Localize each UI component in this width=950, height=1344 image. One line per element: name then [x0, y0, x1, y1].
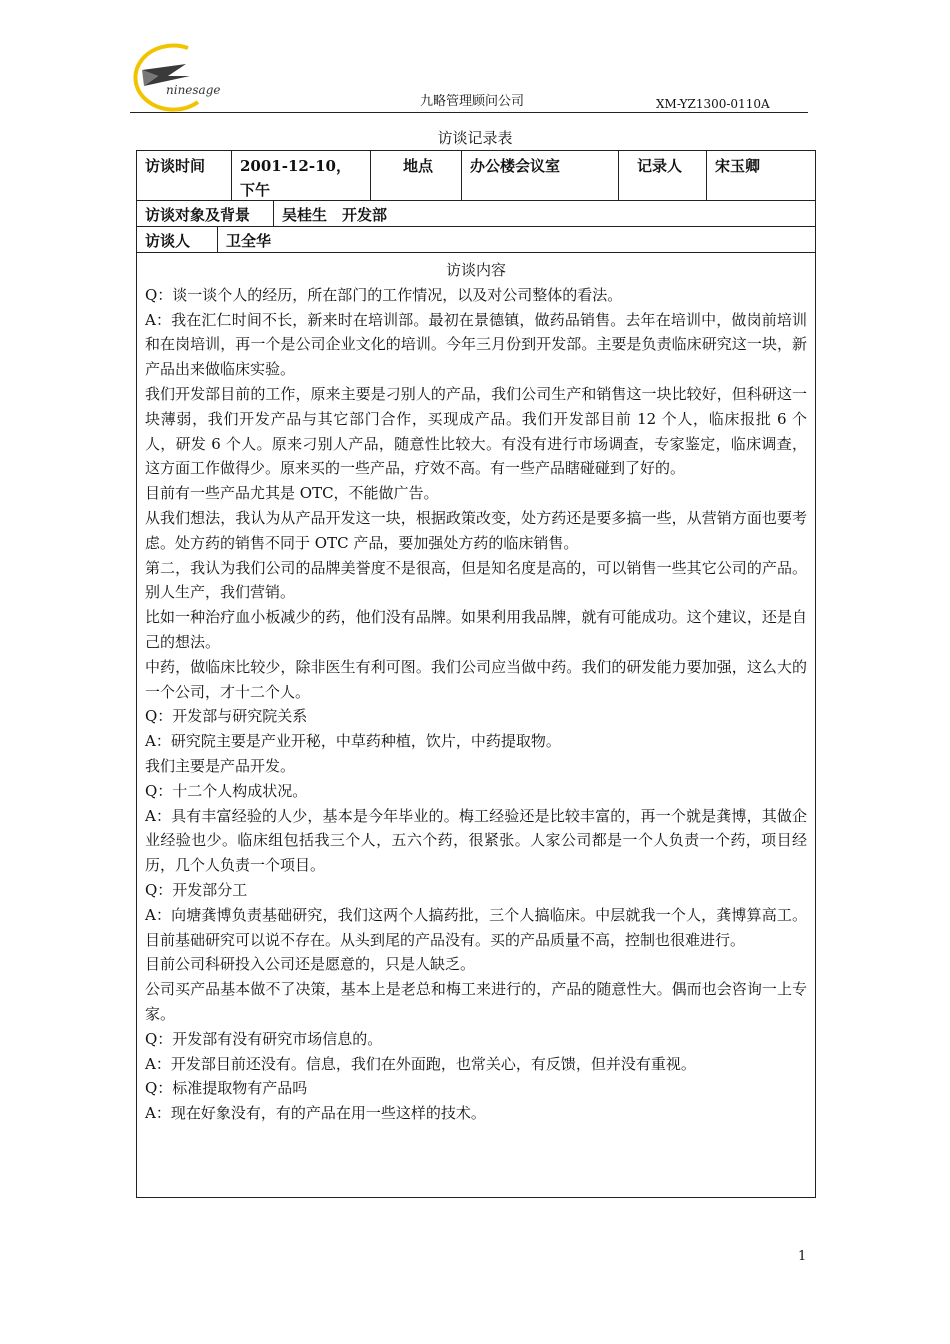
- content-paragraph: Q：开发部有没有研究市场信息的。: [145, 1029, 383, 1048]
- content-paragraph: 我们主要是产品开发。: [145, 756, 296, 775]
- content-paragraph: Q：十二个人构成状况。: [145, 781, 308, 800]
- company-logo: [128, 42, 238, 112]
- content-paragraph: A：具有丰富经验的人少，基本是今年毕业的。梅工经验还是比较丰富的，再一个就是龚博，其做企业经验也少。临床组包括我三个人，五六个药，很紧张。人家公司都是一个人负责一个药，项目经历，几个人负责一个项目。: [145, 806, 807, 875]
- content-paragraph: 我们开发部目前的工作，原来主要是刁别人的产品，我们公司生产和销售这一块比较好，但科研这一块薄弱，我们开发产品与其它部门合作，买现成产品。我们开发部目前 12 个人，临床报批 6 个人，研发 6 个人。原来刁别人产品，随意性比较大。有没有进行市场调查，专家鉴定，临床调查，这方面工作做得少。原来买的一些产品，疗效不高。有一些产品瞎碰碰到了好的。: [145, 384, 807, 478]
- interview-content: [137, 258, 815, 1126]
- content-paragraph: A：开发部目前还没有。信息，我们在外面跑，也常关心，有反馈，但并没有重视。: [145, 1054, 696, 1073]
- company-name: 九略管理顾问公司: [420, 94, 525, 109]
- content-paragraph: Q：开发部与研究院关系: [145, 707, 308, 726]
- table-row-subject: [137, 200, 815, 227]
- content-paragraph: 公司买产品基本做不了决策，基本上是老总和梅工来进行的，产品的随意性大。偶而也会咨询一上专家。: [145, 980, 807, 1023]
- interviewer-label: 访谈人: [145, 232, 191, 250]
- content-paragraph: A：我在汇仁时间不长，新来时在培训部。最初在景德镇，做药品销售。去年在培训中，做岗前培训和在岗培训，再一个是公司企业文化的培训。今年三月份到开发部。主要是负责临床研究这一块，新产品出来做临床实验。: [145, 310, 807, 379]
- content-paragraph: 中药，做临床比较少，除非医生有利可图。我们公司应当做中药。我们的研发能力要加强，这么大的一个公司，才十二个人。: [145, 657, 807, 701]
- page-number: 1: [798, 1249, 807, 1264]
- place-value: 办公楼会议室: [461, 151, 618, 200]
- content-paragraphs: [145, 283, 807, 1126]
- time-value: 2001-12-10， 下午: [231, 151, 370, 200]
- content-paragraph: A：研究院主要是产业开秘，中草药种植，饮片，中药提取物。: [145, 732, 561, 751]
- header-rule: [130, 112, 808, 113]
- time-label: 访谈时间: [145, 157, 206, 175]
- recorder-value: 宋玉卿: [706, 151, 815, 200]
- interviewer-value: 卫全华: [217, 226, 815, 252]
- table-row-time-place: [137, 151, 815, 201]
- document-title: 访谈记录表: [437, 129, 513, 147]
- content-paragraph: Q：谈一谈个人的经历，所在部门的工作情况，以及对公司整体的看法。: [145, 285, 623, 304]
- content-paragraph: A：向塘龚博负责基础研究，我们这两个人搞药批，三个人搞临床。中层就我一个人，龚博算高工。目前基础研究可以说不存在。从头到尾的产品没有。买的产品质量不高，控制也很难进行。: [145, 905, 807, 949]
- content-paragraph: 目前公司科研投入公司还是愿意的，只是人缺乏。: [145, 955, 476, 974]
- content-paragraph: Q：开发部分工: [145, 880, 248, 899]
- content-paragraph: 从我们想法，我认为从产品开发这一块，根据政策改变，处方药还是要多搞一些，从营销方面也要考虑。处方药的销售不同于 OTC 产品，要加强处方药的临床销售。: [145, 508, 807, 552]
- content-paragraph: A：现在好象没有，有的产品在用一些这样的技术。: [145, 1104, 486, 1123]
- recorder-label: 记录人: [618, 151, 706, 200]
- subject-value: 吴桂生 开发部: [273, 200, 815, 226]
- interview-table: [136, 150, 816, 1198]
- content-paragraph: Q：标准提取物有产品吗: [145, 1079, 308, 1098]
- subject-label: 访谈对象及背景: [145, 206, 251, 224]
- content-paragraph: 目前有一些产品尤其是 OTC，不能做广告。: [145, 484, 439, 503]
- content-heading: 访谈内容: [445, 261, 506, 279]
- place-label: 地点: [370, 151, 461, 200]
- content-paragraph: 第二，我认为我们公司的品牌美誉度不是很高，但是知名度是高的，可以销售一些其它公司的产品。别人生产，我们营销。: [145, 558, 807, 602]
- table-row-interviewer: [137, 226, 815, 253]
- document-number: XM-YZ1300-0110A: [656, 97, 770, 111]
- logo-text: ninesage: [166, 83, 221, 97]
- content-paragraph: 比如一种治疗血小板减少的药，他们没有品牌。如果利用我品牌，就有可能成功。这个建议，还是自己的想法。: [145, 608, 807, 651]
